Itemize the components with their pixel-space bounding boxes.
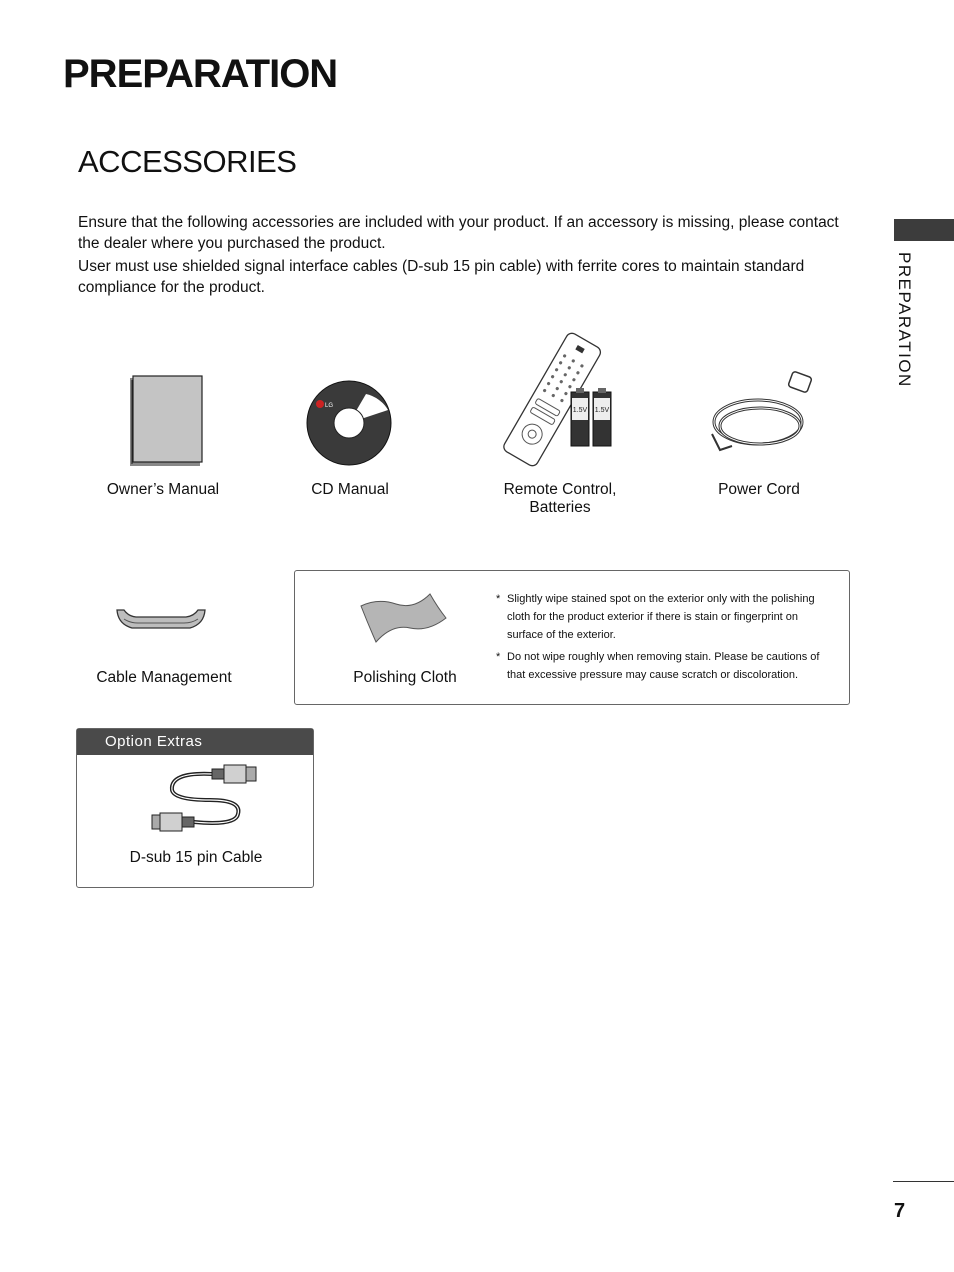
- note-text: Slightly wipe stained spot on the exterior only with the polishing cloth for the product exterior if there is stain or fingerprint on surface of the exterior.: [507, 593, 815, 641]
- note-2: [496, 648, 832, 684]
- power-cord-label: Power Cord: [718, 481, 800, 498]
- intro-paragraph-2: User must use shielded signal interface cables (D-sub 15 pin cable) with ferrite cores to maintain standard compliance for the product.: [78, 258, 805, 296]
- polishing-cloth-icon: [358, 592, 448, 644]
- section-title: ACCESSORIES: [78, 144, 297, 179]
- power-cord-icon: [706, 370, 830, 460]
- remote-label-line1: Remote Control,: [503, 481, 617, 498]
- dsub-cable-label: D-sub 15 pin Cable: [129, 849, 263, 866]
- note-marker: *: [496, 593, 501, 605]
- footer-rule: [893, 1181, 954, 1182]
- dsub-cable-icon: [150, 760, 278, 832]
- battery-label-2: 1.5V: [594, 407, 610, 414]
- battery-label-1: 1.5V: [572, 407, 588, 414]
- cd-icon: [306, 380, 392, 466]
- option-extras-title: Option Extras: [105, 733, 203, 750]
- batteries-icon: [571, 388, 613, 448]
- side-tab-text: PREPARATION: [895, 252, 914, 388]
- cd-logo-text: LG: [325, 403, 334, 409]
- side-tab-marker: [894, 219, 954, 241]
- page-title: PREPARATION: [63, 52, 338, 96]
- remote-label-line2: Batteries: [529, 499, 591, 516]
- note-1: [496, 590, 832, 644]
- note-text: Do not wipe roughly when removing stain. Please be cautions of that excessive pressure may cause scratch or discoloration.: [507, 651, 820, 681]
- page-number: 7: [894, 1200, 906, 1222]
- cable-management-label: Cable Management: [96, 669, 232, 686]
- side-tab-label: [888, 252, 920, 388]
- intro-paragraph-1: Ensure that the following accessories are included with your product. If an accessory is missing, please contact the dealer where you purchased the product.: [78, 214, 839, 252]
- polishing-cloth-label: Polishing Cloth: [353, 669, 457, 686]
- option-extras-header: [77, 729, 313, 755]
- owners-manual-icon: [128, 376, 204, 468]
- owners-manual-label: Owner’s Manual: [106, 481, 220, 498]
- cd-manual-label: CD Manual: [311, 481, 389, 498]
- cable-management-icon: [114, 606, 208, 632]
- note-marker: *: [496, 651, 501, 663]
